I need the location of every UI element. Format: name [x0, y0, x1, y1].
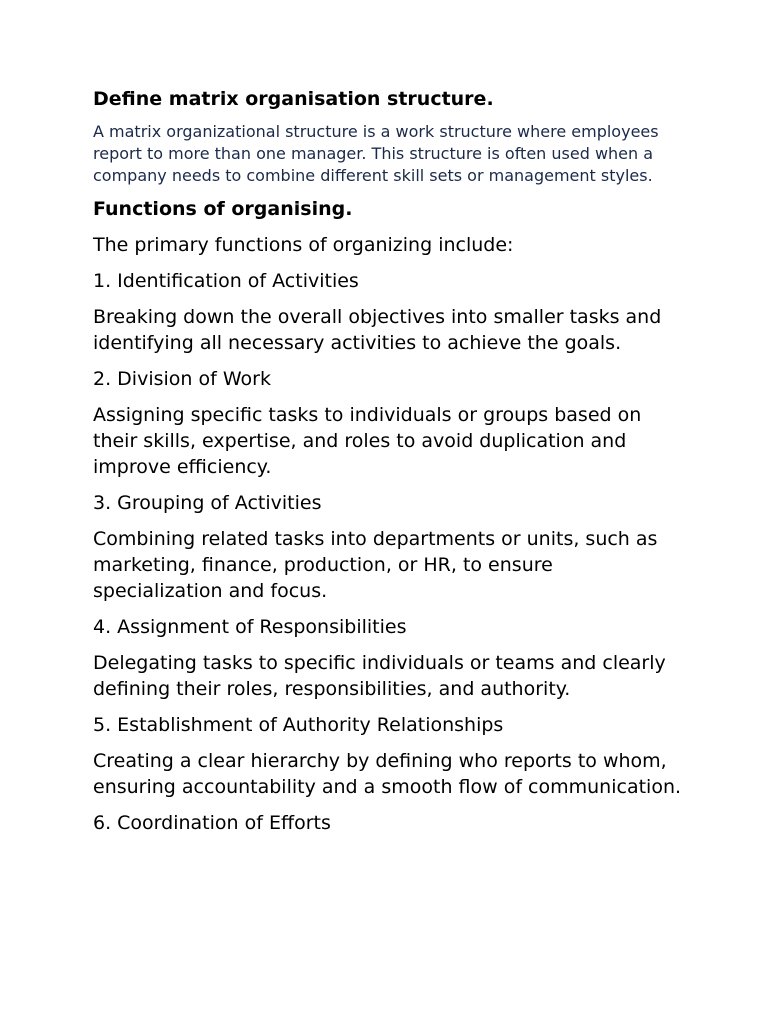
- function-item-title: 4. Assignment of Responsibilities: [93, 616, 407, 638]
- intro-paragraph: A matrix organizational structure is a work structure where employees report to more than one manager. This structure is often used when a company needs to combine different skill sets or management styles.: [93, 122, 659, 185]
- function-item-body: Combining related tasks into departments or units, such as marketing, finance, production, or HR, to ensure specialization and focus.: [93, 528, 658, 602]
- function-item: [93, 366, 683, 480]
- function-item: [93, 614, 683, 702]
- function-item: [93, 712, 683, 800]
- function-item-title: 6. Coordination of Efforts: [93, 812, 331, 834]
- function-item-body: Delegating tasks to specific individuals or teams and clearly defining their roles, responsibilities, and authority.: [93, 652, 666, 700]
- function-item-title: 3. Grouping of Activities: [93, 492, 322, 514]
- function-item: [93, 810, 683, 836]
- function-item: [93, 268, 683, 356]
- section-heading: Functions of organising.: [93, 198, 353, 220]
- function-item-title: 2. Division of Work: [93, 368, 271, 390]
- function-item-body: Assigning specific tasks to individuals or groups based on their skills, expertise, and roles to avoid duplication and improve efficiency.: [93, 404, 642, 478]
- function-item-body: Creating a clear hierarchy by defining who reports to whom, ensuring accountability and a smooth flow of communication.: [93, 750, 682, 798]
- document-title: Define matrix organisation structure.: [93, 88, 494, 110]
- function-item-title: 1. Identification of Activities: [93, 270, 359, 292]
- function-item-title: 5. Establishment of Authority Relationships: [93, 714, 504, 736]
- document-page: [93, 86, 683, 836]
- lead-paragraph: The primary functions of organizing include:: [93, 234, 514, 256]
- function-item-body: Breaking down the overall objectives into smaller tasks and identifying all necessary activities to achieve the goals.: [93, 306, 662, 354]
- function-item: [93, 490, 683, 604]
